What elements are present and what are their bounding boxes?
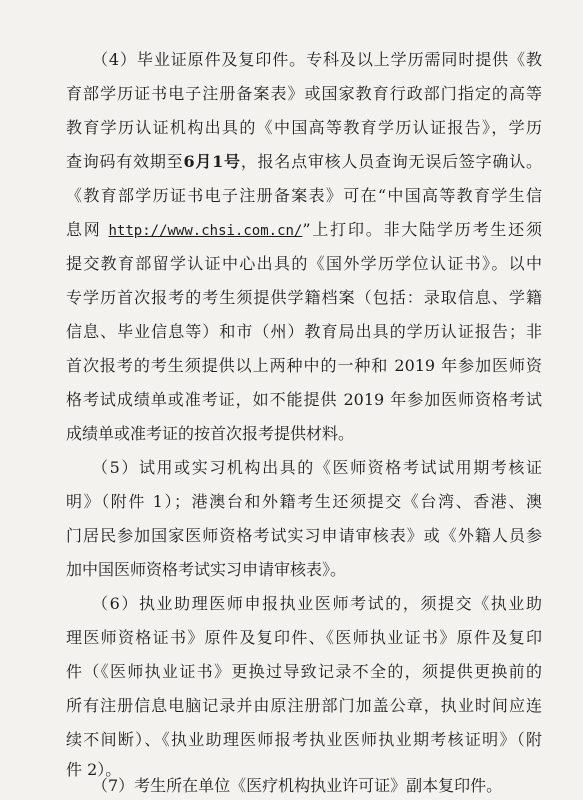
text-line: （6）执业助理医师申报执业医师考试的，须提交《执业助 — [92, 594, 542, 613]
text-line: 育部学历证书电子注册备案表》或国家教育行政部门指定的高等 — [66, 84, 542, 103]
text-line: 信息、毕业信息等）和市（州）教育局出具的学历认证报告；非 — [66, 322, 542, 341]
text-line: 首次报考的考生须提供以上两种中的一种和 2019 年参加医师资 — [66, 356, 542, 375]
text-line: 件 2）。 — [66, 760, 122, 779]
text-span: ”上打印。非大陆学历考生还须 — [302, 220, 542, 239]
text-line: 教育学历认证机构出具的《中国高等教育学历认证报告》，学历 — [66, 118, 542, 137]
text-line: 续不间断）、《执业助理医师报考执业医师执业期考核证明》（附 — [66, 730, 542, 749]
text-line: 门居民参加国家医师资格考试实习申请审核表》或《外籍人员参 — [66, 526, 542, 545]
text-line: 明》（附件 1）；港澳台和外籍考生还须提交《台湾、香港、澳 — [66, 492, 542, 511]
text-line: 格考试成绩单或准考证，如不能提供 2019 年参加医师资格考试 — [66, 390, 542, 409]
text-span: 息网 — [66, 220, 102, 239]
text-line — [66, 216, 542, 244]
text-line — [66, 148, 542, 176]
text-line: （4）毕业证原件及复印件。专科及以上学历需同时提供《教 — [92, 50, 542, 69]
chsi-link[interactable]: http://www.chsi.com.cn/ — [108, 223, 303, 239]
text-line: 成绩单或准考证的按首次报考提供材料。 — [66, 424, 355, 443]
text-line: （7）考生所在单位《医疗机构执业许可证》副本复印件。 — [92, 776, 503, 795]
deadline-date: 6月1号 — [183, 152, 241, 171]
text-line: （5）试用或实习机构出具的《医师资格考试试用期考核证 — [92, 458, 542, 477]
text-line: 所有注册信息电脑记录并由原注册部门加盖公章，执业时间应连 — [66, 696, 542, 715]
text-line: 理医师资格证书》原件及复印件、《医师执业证书》原件及复印 — [66, 628, 542, 647]
text-line: 加中国医师资格考试实习申请审核表》。 — [66, 560, 347, 579]
text-line: 件（《医师执业证书》更换过导致记录不全的，须提供更换前的 — [66, 662, 542, 681]
text-line: 专学历首次报考的考生须提供学籍档案（包括：录取信息、学籍 — [66, 288, 542, 307]
text-span: 查询码有效期至 — [66, 152, 184, 171]
text-span: ，报名点审核人员查询无误后签字确认。 — [240, 152, 542, 171]
text-line: 《教育部学历证书电子注册备案表》可在“中国高等教育学生信 — [66, 186, 542, 205]
text-line: 提交教育部留学认证中心出具的《国外学历学位认证书》。以中 — [66, 254, 542, 273]
